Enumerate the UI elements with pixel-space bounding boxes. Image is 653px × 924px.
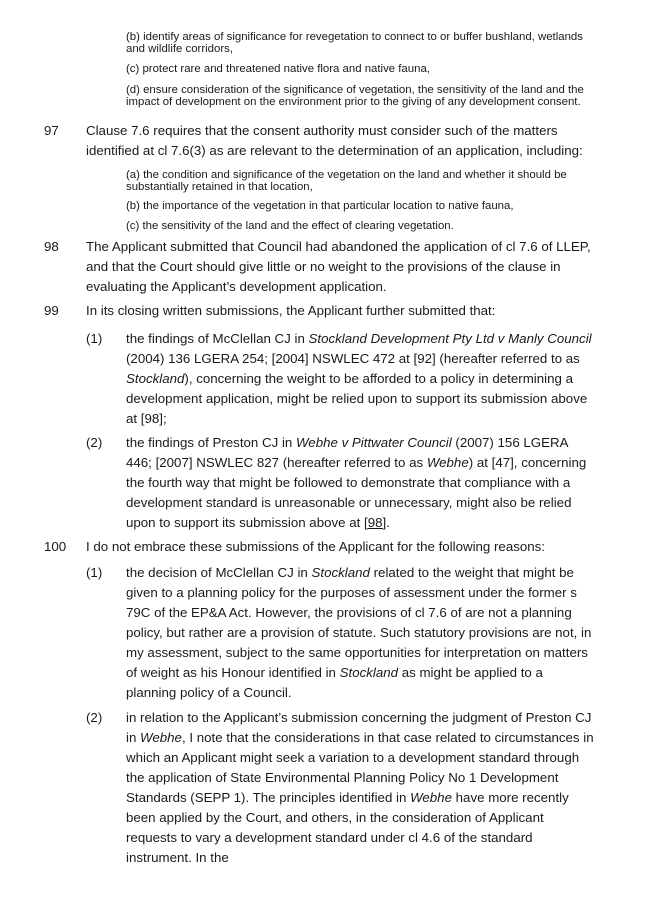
paragraph-link-98[interactable]: [98] [364,515,387,530]
quote-97-a: (a) the condition and significance of the vegetation on the land and whether it should be substantially retained in that location, [126,169,567,193]
quote-item-c: (c) protect rare and threatened native flora and native fauna, [126,63,430,75]
subparagraph-number: (2) [86,435,103,450]
quote-97-b: (b) the importance of the vegetation in that particular location to native fauna, [126,200,514,212]
subparagraph-100-1-text: the decision of McClellan CJ in Stockland related to the weight that might be given to a planning policy for the purposes of assessment under the former s 79C of the EP&A Act. However, the provisions of cl 7.6 of are not a planning policy, but rather are a provision of statute. Such statutory provisions are not, in my assessment, subject to the same opportunities for interpretation on matters of weight as his Honour identified in Stockland as might be applied to a planning policy of a Council. [126,565,592,700]
paragraph-number-97: 97 [44,123,59,138]
subparagraph-99-2-text: the findings of Preston CJ in Webhe v Pittwater Council (2007) 156 LGERA 446; [2007] NSWLEC 827 (hereafter referred to as Webhe) at [47], concerning the fourth way that might be followed to demonstrate that compliance with a development standard is unreasonable or unnecessary, might also be relied upon to support its submission above at [98]. [126,435,587,530]
quote-item-b: (b) identify areas of significance for revegetation to connect to or buffer bushland, wetlands and wildlife corridors, [126,31,583,55]
paragraph-98-text: The Applicant submitted that Council had abandoned the application of cl 7.6 of LLEP, and that the Court should give little or no weight to the provisions of the clause in evaluating the Applicant’s development application. [86,239,591,294]
paragraph-number-99: 99 [44,303,59,318]
paragraph-97-text: Clause 7.6 requires that the consent authority must consider such of the matters identified at cl 7.6(3) as are relevant to the determination of an application, including: [86,123,583,158]
quote-item-d: (d) ensure consideration of the significance of vegetation, the sensitivity of the land and the impact of development on the environment prior to the giving of any development consent. [126,84,584,108]
paragraph-number-98: 98 [44,239,59,254]
subparagraph-100-2-text: in relation to the Applicant’s submission concerning the judgment of Preston CJ in Webhe, I note that the considerations in that case related to circumstances in which an Applicant might seek a variation to a development standard through the application of State Environmental Planning Policy No 1 Development Standards (SEPP 1). The principles identified in Webhe have more recently been applied by the Court, and others, in the consideration of Applicant requests to vary a development standard under cl 4.6 of the standard instrument. In the [126,710,594,865]
paragraph-number-100: 100 [44,539,67,554]
paragraph-100-text: I do not embrace these submissions of the Applicant for the following reasons: [86,539,546,554]
subparagraph-number: (1) [86,565,103,580]
quote-97-c: (c) the sensitivity of the land and the effect of clearing vegetation. [126,220,454,232]
paragraph-99-text: In its closing written submissions, the Applicant further submitted that: [86,303,496,318]
subparagraph-99-1-text: the findings of McClellan CJ in Stockland Development Pty Ltd v Manly Council (2004) 136 LGERA 254; [2004] NSWLEC 472 at [92] (hereafter referred to as Stockland), concerning the weight to be afforded to a policy in determining a development application, might be relied upon to support its submission above at [98]; [126,331,592,426]
subparagraph-number: (2) [86,710,103,725]
subparagraph-number: (1) [86,331,103,346]
